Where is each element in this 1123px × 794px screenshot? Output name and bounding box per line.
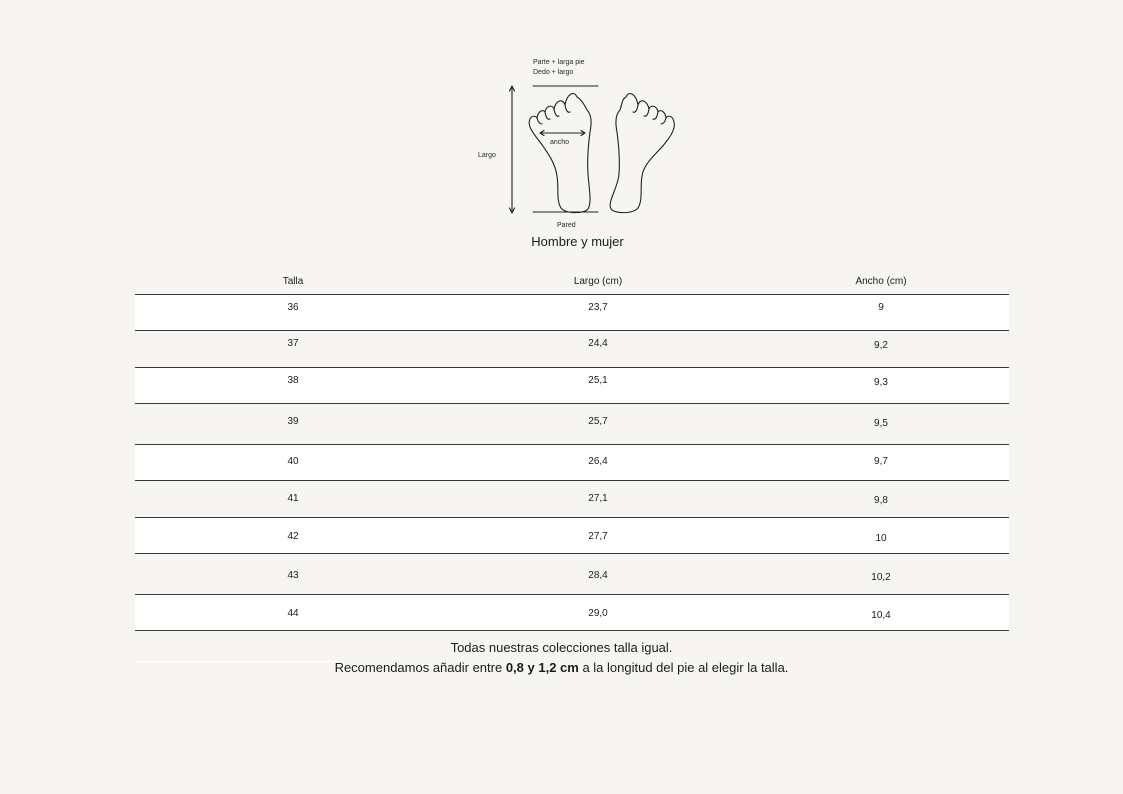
top-label-longest-part: Parte + larga pie: [533, 59, 585, 66]
cell-ancho: 9,3: [874, 377, 888, 388]
cell-ancho: 9,2: [874, 340, 888, 351]
table-header: [135, 266, 1009, 295]
cell-ancho: 9: [878, 302, 884, 313]
note-line-1: Todas nuestras colecciones talla igual.: [450, 640, 673, 655]
table-row: [135, 331, 1009, 368]
cell-largo: 28,4: [588, 570, 608, 581]
cell-talla: 42: [287, 531, 299, 542]
table-row: [135, 368, 1009, 404]
cell-talla: 43: [287, 570, 299, 581]
cell-largo: 24,4: [588, 338, 608, 349]
cell-talla: 38: [287, 375, 299, 386]
cell-talla: 39: [287, 416, 299, 427]
cell-largo: 25,7: [588, 416, 608, 427]
table-row: [135, 481, 1009, 518]
size-table: [135, 266, 1009, 631]
length-label: Largo: [478, 152, 496, 159]
cell-ancho: 10: [875, 533, 887, 544]
table-row: [135, 554, 1009, 595]
cell-ancho: 9,7: [874, 456, 888, 467]
wall-label: Pared: [557, 222, 576, 229]
header-largo: Largo (cm): [573, 276, 623, 287]
foot-measurement-diagram: [470, 52, 690, 237]
cell-largo: 29,0: [588, 608, 608, 619]
right-foot-outline: [610, 94, 674, 213]
cell-largo: 27,1: [588, 493, 608, 504]
left-foot-outline: [529, 94, 591, 213]
cell-largo: 26,4: [588, 456, 608, 467]
feet-outline-icon: [470, 52, 690, 237]
header-talla: Talla: [282, 276, 304, 287]
cell-talla: 44: [287, 608, 299, 619]
cell-talla: 37: [287, 338, 299, 349]
header-ancho: Ancho (cm): [855, 276, 907, 287]
cell-ancho: 10,4: [871, 610, 891, 621]
note-line-2: Recomendamos añadir entre 0,8 y 1,2 cm a la longitud del pie al elegir la talla.: [334, 660, 789, 675]
cell-largo: 23,7: [588, 302, 608, 313]
top-label-longest-toe: Dedo + largo: [533, 69, 574, 76]
table-row: [135, 518, 1009, 554]
cell-talla: 40: [287, 456, 299, 467]
cell-ancho: 9,5: [874, 418, 888, 429]
recommended-range: 0,8 y 1,2 cm: [505, 660, 579, 675]
cell-ancho: 10,2: [871, 572, 891, 583]
cell-talla: 36: [287, 302, 299, 313]
cell-largo: 25,1: [588, 375, 608, 386]
width-label: ancho: [550, 139, 570, 146]
cell-largo: 27,7: [588, 531, 608, 542]
table-row: [135, 295, 1009, 331]
table-row: [135, 404, 1009, 445]
table-row: [135, 445, 1009, 481]
page-subtitle: Hombre y mujer: [531, 234, 624, 249]
cell-ancho: 9,8: [874, 495, 888, 506]
cell-talla: 41: [287, 493, 299, 504]
table-row: [135, 595, 1009, 631]
